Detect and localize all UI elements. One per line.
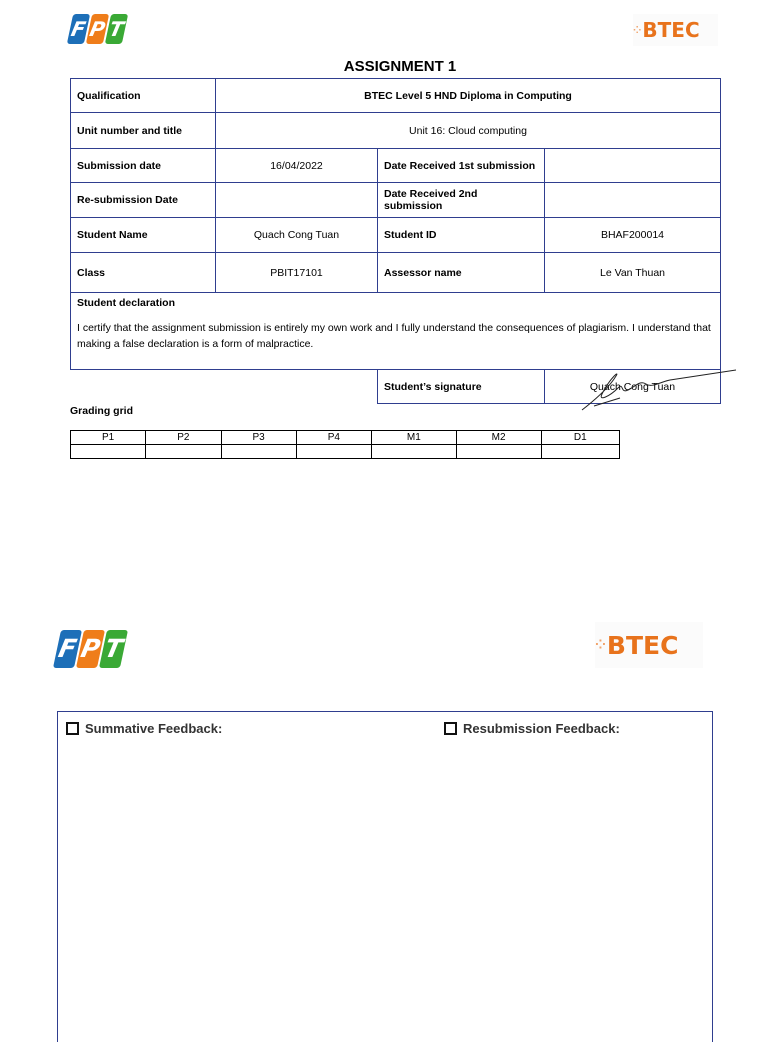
table-row — [71, 149, 721, 183]
table-row — [71, 253, 721, 293]
signature-value: Quach Cong Tuan — [545, 370, 721, 404]
table-row — [71, 293, 721, 370]
assignment-info-table — [70, 78, 721, 404]
qualification-label: Qualification — [71, 79, 216, 113]
table-row — [71, 113, 721, 149]
signature-label: Student’s signature — [378, 370, 545, 404]
assessor-name-label: Assessor name — [378, 253, 545, 293]
checkbox-icon[interactable] — [66, 722, 79, 735]
resubmission-feedback — [444, 721, 620, 736]
resubmission-date-label: Re-submission Date — [71, 183, 216, 218]
fpt-letter-p: P — [76, 630, 105, 668]
btec-logo-text: BTEC — [642, 18, 700, 42]
fpt-letter-t: T — [99, 630, 128, 668]
grade-value-m1 — [372, 445, 457, 459]
date-received-2nd-value — [545, 183, 721, 218]
checkbox-icon[interactable] — [444, 722, 457, 735]
grade-value-p2 — [146, 445, 221, 459]
grade-header-m2: M2 — [456, 431, 541, 445]
grade-header-p2: P2 — [146, 431, 221, 445]
fpt-letter-t: T — [105, 14, 128, 44]
date-received-1st-value — [545, 149, 721, 183]
grade-header-p3: P3 — [221, 431, 296, 445]
unit-label: Unit number and title — [71, 113, 216, 149]
submission-date-value: 16/04/2022 — [216, 149, 378, 183]
fpt-logo-page2 — [57, 630, 124, 668]
grade-header-p4: P4 — [296, 431, 371, 445]
summative-feedback — [66, 721, 222, 736]
grade-value-p1 — [71, 445, 146, 459]
table-row — [71, 79, 721, 113]
feedback-box — [57, 711, 713, 1042]
class-label: Class — [71, 253, 216, 293]
summative-feedback-label: Summative Feedback: — [85, 721, 223, 736]
grade-value-p3 — [221, 445, 296, 459]
student-name-label: Student Name — [71, 218, 216, 253]
unit-value: Unit 16: Cloud computing — [216, 113, 721, 149]
btec-dots-icon: ⁘ — [633, 24, 641, 36]
signature-spacer — [71, 370, 378, 404]
btec-logo-page2 — [595, 622, 703, 668]
class-value: PBIT17101 — [216, 253, 378, 293]
btec-dots-icon: ⁘ — [595, 637, 605, 653]
handwritten-signature — [580, 368, 740, 416]
grade-value-p4 — [296, 445, 371, 459]
date-received-1st-label: Date Received 1st submission — [378, 149, 545, 183]
page-title: ASSIGNMENT 1 — [343, 58, 457, 75]
btec-logo — [633, 14, 718, 46]
grade-value-d1 — [541, 445, 620, 459]
student-id-value: BHAF200014 — [545, 218, 721, 253]
table-row — [71, 218, 721, 253]
resubmission-date-value — [216, 183, 378, 218]
grading-grid — [70, 430, 620, 459]
submission-date-label: Submission date — [71, 149, 216, 183]
student-declaration — [71, 293, 721, 370]
grading-grid-label: Grading grid — [70, 405, 133, 417]
fpt-letter-f: F — [67, 14, 90, 44]
grade-header-m1: M1 — [372, 431, 457, 445]
btec-logo-text: BTEC — [606, 630, 679, 660]
grading-header-row — [71, 431, 620, 445]
grade-value-m2 — [456, 445, 541, 459]
declaration-text: I certify that the assignment submission is entirely my own work and I fully understand the consequences of plagiarism. I understand that making a false declaration is a form of malpractice. — [77, 322, 711, 350]
fpt-logo — [70, 14, 125, 44]
student-id-label: Student ID — [378, 218, 545, 253]
student-name-value: Quach Cong Tuan — [216, 218, 378, 253]
grade-header-p1: P1 — [71, 431, 146, 445]
fpt-letter-p: P — [86, 14, 109, 44]
resubmission-feedback-label: Resubmission Feedback: — [463, 721, 620, 736]
declaration-title: Student declaration — [77, 297, 176, 309]
qualification-value: BTEC Level 5 HND Diploma in Computing — [216, 79, 721, 113]
assessor-name-value: Le Van Thuan — [545, 253, 721, 293]
date-received-2nd-label: Date Received 2nd submission — [378, 183, 545, 218]
table-row — [71, 183, 721, 218]
grading-value-row — [71, 445, 620, 459]
grade-header-d1: D1 — [541, 431, 620, 445]
fpt-letter-f: F — [53, 630, 82, 668]
